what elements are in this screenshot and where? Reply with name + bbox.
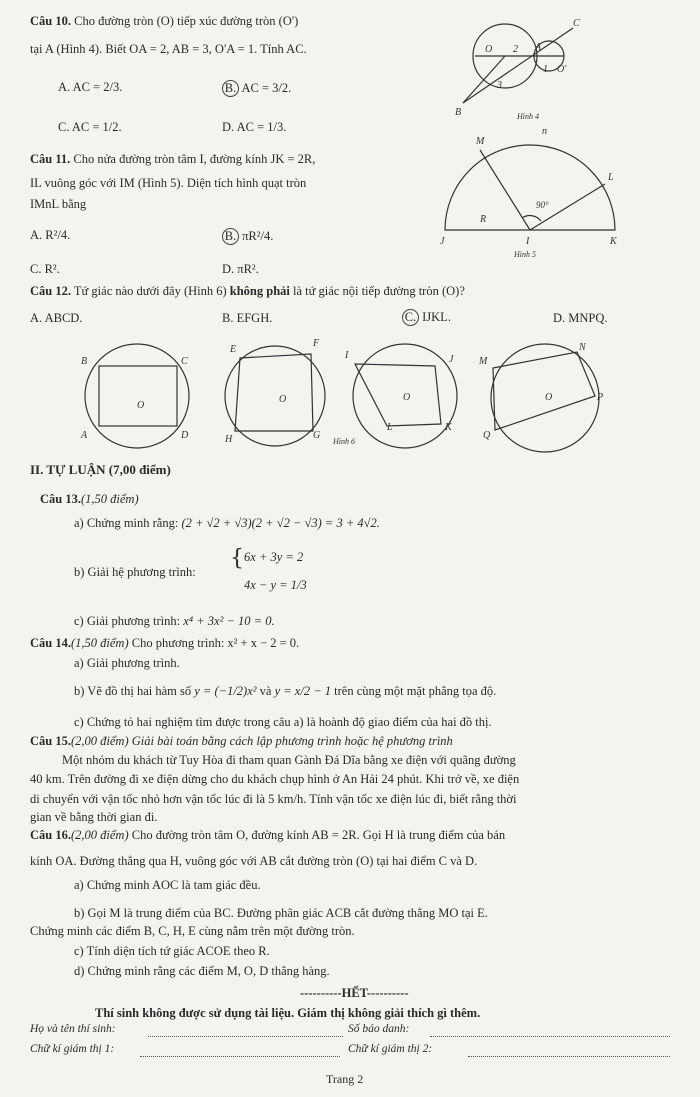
fig6-label-f: F: [313, 338, 320, 349]
fig6-label-h: H: [225, 434, 233, 445]
q12-option-c-value: IJKL.: [422, 310, 451, 324]
fig6-label-k: K: [445, 422, 452, 433]
q13-a-text: a) Chứng minh rằng:: [74, 516, 179, 530]
fig6-label-b: B: [81, 356, 88, 367]
fig6-efgh-quad: [235, 354, 313, 431]
proctor-1-label: Chữ kí giám thị 1:: [30, 1043, 115, 1055]
q13-c: [74, 614, 275, 629]
part2-title: II. TỰ LUẬN (7,00 điểm): [30, 462, 171, 477]
q10-option-a: A. AC = 2/3.: [58, 80, 123, 94]
footer-note: Thí sinh không được sử dụng tài liệu. Giám thị không giải thích gì thêm.: [95, 1006, 481, 1020]
q14-text: Cho phương trình: x² + x − 2 = 0.: [131, 636, 300, 650]
q11-text-3: IMnL bằng: [30, 197, 87, 211]
fig5-caption: Hình 5: [514, 250, 536, 259]
q11-option-b-circle: B.: [222, 228, 239, 245]
q10-line1: [30, 14, 298, 29]
q16-b-1: b) Gọi M là trung điểm của BC. Đường phân giác ACB cắt đường thẳng MO tại E.: [74, 906, 488, 920]
fig5-label-j: J: [440, 236, 445, 247]
q10-option-d: D. AC = 1/3.: [222, 120, 287, 134]
q11-option-b-value: πR²/4.: [242, 229, 274, 243]
q13-header: [40, 492, 139, 507]
fig6-label-m: M: [479, 356, 488, 367]
q16-label: Câu 16.: [30, 828, 71, 842]
fig5-label-r: R: [480, 214, 487, 225]
q15-points: (2,00 điểm): [70, 734, 129, 748]
fig5-semicircle: [445, 145, 615, 230]
q11-label: Câu 11.: [30, 152, 71, 166]
q14-b-post: trên cùng một mặt phẳng tọa độ.: [334, 684, 497, 698]
fig6-ijkl: [344, 344, 457, 448]
q10-option-c: C. AC = 1/2.: [58, 120, 122, 134]
q11-option-a: A. R²/4.: [30, 228, 71, 242]
fig6-ijkl-quad: [355, 364, 441, 426]
q12-label: Câu 12.: [30, 284, 71, 298]
fig4-label-o-prime: O': [557, 64, 567, 75]
fig6-abcd: [80, 344, 189, 448]
fig6-label-o2: O: [279, 394, 287, 405]
q13-a: [74, 516, 380, 531]
fig6-abcd-rect: [99, 366, 177, 426]
fig5-label-n: n: [542, 126, 547, 137]
q16-points: (2,00 điểm): [70, 828, 129, 842]
page-number: Trang 2: [326, 1072, 364, 1086]
q12-option-c-circle: C.: [402, 309, 419, 326]
fig6-label-a: A: [81, 430, 88, 441]
fig6-label-o4: O: [545, 392, 553, 403]
q10-option-b-circle: B.: [222, 80, 239, 97]
q14-points: (1,50 điểm): [70, 636, 129, 650]
q13-c-expr: x⁴ + 3x² − 10 = 0.: [183, 614, 275, 628]
q14-b-f1: y = (−1/2)x²: [194, 684, 257, 698]
q12-option-a: A. ABCD.: [30, 311, 83, 325]
q12-option-d: D. MNPQ.: [553, 311, 608, 325]
q15-line-1: Một nhóm du khách từ Tuy Hòa đi tham quan Gành Đá Dĩa bằng xe điện với quãng đường: [62, 753, 516, 767]
fig6-label-g: G: [313, 430, 321, 441]
fig5-right-angle-mark: [522, 216, 541, 221]
q14-a: a) Giải phương trình.: [74, 656, 180, 670]
candidate-id-line[interactable]: [430, 1036, 670, 1037]
q15-line-3: di chuyển với vận tốc nhỏ hơn vận tốc lúc đi là 5 km/h. Tính vận tốc xe điện lúc đi, biết rằng thời: [30, 792, 517, 806]
q10-text-1: Cho đường tròn (O) tiếp xúc đường tròn (O'): [74, 14, 299, 28]
end-marker: ----------HẾT----------: [300, 986, 409, 1000]
fig6-label-j: J: [449, 354, 454, 365]
q12-option-c: [402, 309, 451, 326]
fig4-label-b: B: [455, 107, 462, 118]
fig4-label-1: 1: [543, 64, 548, 75]
fig6-label-n: N: [579, 342, 586, 353]
q15-header: [30, 734, 453, 749]
fig6-label-p: P: [597, 392, 604, 403]
fig4-label-o: O: [485, 44, 493, 55]
fig6-label-q: Q: [483, 430, 491, 441]
q10-label: Câu 10.: [30, 14, 71, 28]
q16-a: a) Chứng minh AOC là tam giác đều.: [74, 878, 261, 892]
q12-option-b: B. EFGH.: [222, 311, 273, 325]
q12-text-bold: không phải: [229, 284, 290, 298]
figure-4: [455, 18, 605, 123]
fig4-label-c: C: [573, 18, 580, 29]
q11-line1: [30, 152, 315, 167]
q16-header: [30, 828, 505, 843]
q16-line-1: Cho đường tròn tâm O, đường kính AB = 2R. Gọi H là trung điểm của bán: [131, 828, 506, 842]
candidate-name-label: Họ và tên thí sinh:: [30, 1023, 116, 1035]
fig6-label-o1: O: [137, 400, 145, 411]
q11-option-d: D. πR².: [222, 262, 259, 276]
candidate-name-line[interactable]: [148, 1036, 343, 1037]
candidate-id-label: Số báo danh:: [348, 1023, 410, 1035]
fig5-label-i: I: [526, 236, 530, 247]
fig4-label-2: 2: [513, 44, 518, 55]
q11-text-2: IL vuông góc với IM (Hình 5). Diện tích hình quạt tròn: [30, 176, 307, 190]
q11-text-1: Cho nửa đường tròn tâm I, đường kính JK = 2R,: [73, 152, 316, 166]
q15-line-2: 40 km. Trên đường đi xe điện dừng cho du khách chụp hình ở An Hải 24 phút. Khi trở về, xe điện: [30, 772, 520, 786]
q13-b-brace: {: [230, 546, 244, 571]
proctor-1-line[interactable]: [140, 1056, 340, 1057]
q12-text-b: là tứ giác nội tiếp đường tròn (O)?: [293, 284, 465, 298]
q14-c: c) Chứng tỏ hai nghiệm tìm được trong câu a) là hoành độ giao điểm của hai đồ thị.: [74, 715, 492, 729]
q15-label: Câu 15.: [30, 734, 71, 748]
q11-option-b: [222, 228, 273, 245]
q13-a-expr: (2 + √2 + √3)(2 + √2 − √3) = 3 + 4√2.: [181, 516, 380, 530]
q13-b-text: b) Giải hệ phương trình:: [74, 565, 196, 579]
q12-text-a: Tứ giác nào dưới đây (Hình 6): [73, 284, 227, 298]
fig6-label-c: C: [181, 356, 188, 367]
q13-b-eq1: 6x + 3y = 2: [244, 550, 304, 564]
fig6-caption: Hình 6: [333, 437, 355, 446]
q16-c: c) Tính diện tích tứ giác ACOE theo R.: [74, 944, 270, 958]
proctor-2-line[interactable]: [468, 1056, 670, 1057]
q14-label: Câu 14.: [30, 636, 71, 650]
q10-text-2: tại A (Hình 4). Biết OA = 2, AB = 3, O'A = 1. Tính AC.: [30, 42, 307, 56]
fig5-label-l: L: [608, 172, 614, 183]
q14-b-f2: y = x/2 − 1: [274, 684, 332, 698]
proctor-2-label: Chữ kí giám thị 2:: [348, 1043, 433, 1055]
q14-header: [30, 636, 299, 651]
fig6-abcd-circle: [85, 344, 189, 448]
figure-5: [440, 126, 630, 262]
q10-option-b: [222, 80, 291, 97]
fig6-mnpq: [478, 342, 603, 452]
fig4-label-a: A: [535, 42, 542, 53]
fig6-label-d: D: [181, 430, 189, 441]
fig4-caption: Hình 4: [517, 112, 539, 121]
fig5-label-angle: 90°: [536, 200, 549, 210]
q16-d: d) Chứng minh rằng các điểm M, O, D thẳng hàng.: [74, 964, 330, 978]
q14-b-pre: b) Vẽ đồ thị hai hàm số: [74, 684, 192, 698]
q11-option-c: C. R².: [30, 262, 60, 276]
q12-line1: [30, 284, 465, 299]
q13-label: Câu 13.: [40, 492, 81, 506]
fig5-label-m: M: [476, 136, 485, 147]
fig4-label-3: 3: [497, 80, 502, 91]
q10-option-b-value: AC = 3/2.: [241, 81, 292, 95]
q16-line-2: kính OA. Đường thẳng qua H, vuông góc với AB cắt đường tròn (O) tại hai điểm C và D.: [30, 854, 478, 868]
q13-c-text: c) Giải phương trình:: [74, 614, 181, 628]
fig6-label-e: E: [230, 344, 237, 355]
q13-points: (1,50 điểm): [80, 492, 139, 506]
q14-b-and: và: [259, 684, 272, 698]
fig6-label-o3: O: [403, 392, 411, 403]
q15-line-4: gian về bằng thời gian đi.: [30, 810, 158, 824]
fig6-mnpq-quad: [493, 352, 595, 430]
q16-b-2: Chứng minh các điểm B, C, H, E cùng nằm trên một đường tròn.: [30, 924, 355, 938]
fig6-efgh: [224, 338, 325, 446]
q15-instruction: Giải bài toán bằng cách lập phương trình hoặc hệ phương trình: [131, 734, 453, 748]
q14-b: [74, 684, 496, 699]
fig6-label-l: L: [387, 422, 393, 433]
fig6-label-i: I: [345, 350, 349, 361]
q13-b-eq2: 4x − y = 1/3: [244, 578, 307, 592]
fig5-label-k: K: [610, 236, 617, 247]
figure-6: [75, 336, 635, 456]
